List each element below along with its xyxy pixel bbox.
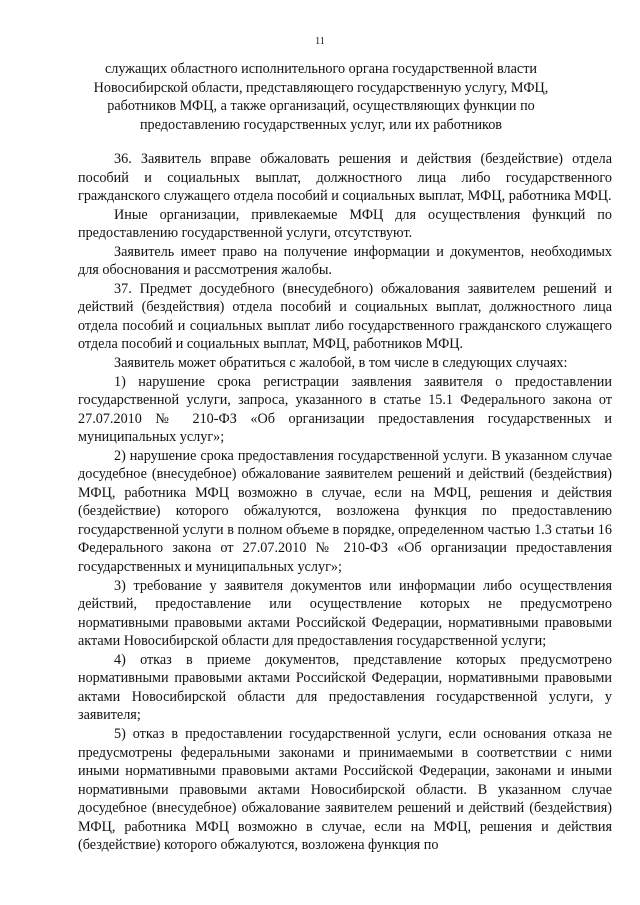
list-item-2: 2) нарушение срока предоставления государственной услуги. В указанном случае досудебное (внесудебное) обжалование заявителем решений и действий (бездействия) МФЦ, работника МФЦ возможно в случае, если на МФЦ, решения и действия (бездействие) которого обжалуются, возложена функция по предоставлению государственной услуги в полном объеме в порядке, определенном частью 1.3 статьи 16 Федерального закона от 27.07.2010 № 210-ФЗ «Об организации предоставления государственных и муниципальных услуг»; [78,447,612,576]
section-heading: служащих областного исполнительного органа государственной власти Новосибирской области, представляющего государственную услугу, МФЦ, работников МФЦ, а также организаций, осуществляющих функции по предоставлению государственных услуг, или их работников [93,61,549,133]
paragraph-36: 36. Заявитель вправе обжаловать решения и действия (бездействие) отдела пособий и социальных выплат, должностного лица либо государственного гражданского служащего отдела пособий и социальных выплат, МФЦ, работника МФЦ. [78,151,612,205]
list-item-3: 3) требование у заявителя документов или информации либо осуществления действий, предоставление или осуществление которых не предусмотрено нормативными правовыми актами Российской Федерации, нормативными правовыми актами Новосибирской области для предоставления государственной услуги; [78,577,612,650]
paragraph-other-organizations: Иные организации, привлекаемые МФЦ для осуществления функций по предоставлению государственной услуги, отсутствуют. [78,206,612,242]
paragraph-37: 37. Предмет досудебного (внесудебного) обжалования заявителем решений и действий (бездействия) отдела пособий и социальных выплат, должностного лица отдела пособий и социальных выплат либо государственного гражданского служащего отдела пособий и социальных выплат, МФЦ, работников МФЦ. [78,280,612,353]
list-item-5: 5) отказ в предоставлении государственной услуги, если основания отказа не предусмотрены федеральными законами и принимаемыми в соответствии с ними иными нормативными правовыми актами Российской Федерации, законами и иными нормативными правовыми актами Новосибирской области. В указанном случае досудебное (внесудебное) обжалование заявителем решений и действий (бездействия) МФЦ, работника МФЦ возможно в случае, если на МФЦ, решения и действия (бездействие) которого обжалуются, возложена функция по [78,725,612,854]
document-body [78,150,612,855]
list-item-1: 1) нарушение срока регистрации заявления заявителя о предоставлении государственной услуги, запроса, указанного в статье 15.1 Федерального закона от 27.07.2010 № 210-ФЗ «Об организации предоставления государственных и муниципальных услуг»; [78,373,612,446]
paragraph-complaint-cases: Заявитель может обратиться с жалобой, в том числе в следующих случаях: [114,355,568,372]
paragraph-right-to-information: Заявитель имеет право на получение информации и документов, необходимых для обоснования и рассмотрения жалобы. [78,243,612,279]
list-item-4: 4) отказ в приеме документов, представление которых предусмотрено нормативными правовыми актами Российской Федерации, нормативными правовыми актами Новосибирской области для предоставления государственной услуги, у заявителя; [78,651,612,724]
page-number: 11 [315,36,325,47]
